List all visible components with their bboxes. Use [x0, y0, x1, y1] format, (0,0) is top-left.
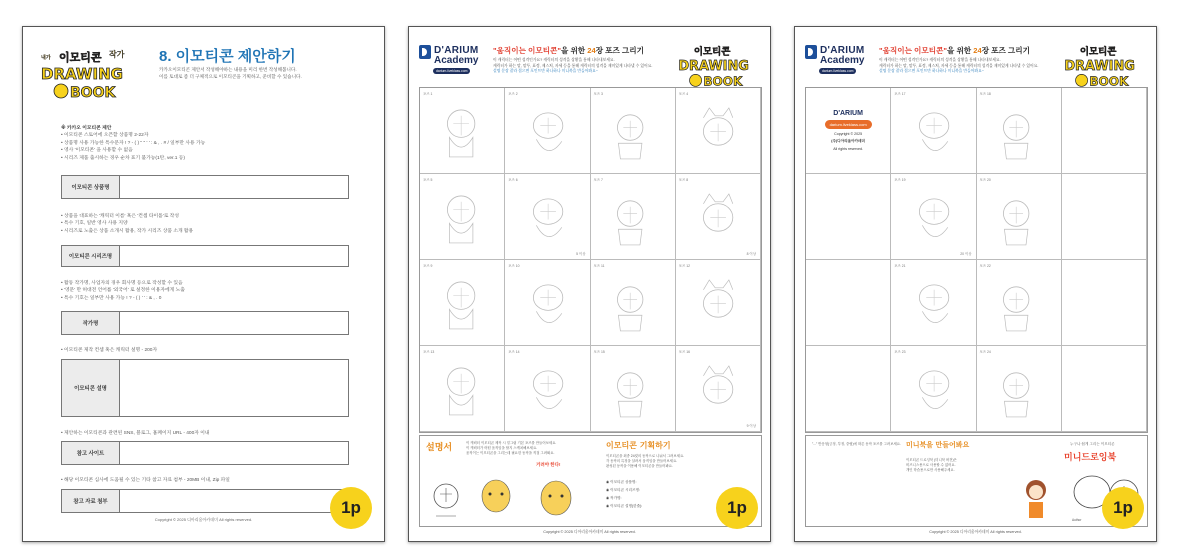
- pose-grid: [805, 87, 1148, 433]
- pose-number: 포즈 24: [979, 350, 991, 354]
- pose-cell: [1062, 174, 1147, 260]
- pose-sketch: [977, 260, 1061, 345]
- pose-number: 포즈 20: [979, 178, 991, 182]
- pose-sketch: [676, 346, 760, 431]
- attachment-label: 참고 자료 첨부: [62, 490, 120, 512]
- pose-cell: [505, 174, 590, 260]
- svg-text:DRAWING: DRAWING: [678, 59, 749, 75]
- author-label: Author: [1072, 518, 1082, 522]
- darium-logo: D'ARIUM Academy darium.liveklass.com: [805, 43, 869, 79]
- page-poses-2: [794, 26, 1157, 542]
- svg-text:DRAWING: DRAWING: [1064, 59, 1135, 75]
- pose-cell: [420, 260, 505, 346]
- bottom-panel: [419, 435, 762, 527]
- pose-number: 포즈 16: [678, 350, 691, 354]
- pose-cell: [977, 346, 1062, 432]
- pose-cell: [676, 346, 761, 432]
- pose-cell: [891, 346, 976, 432]
- brand-info-cell: D'ARIUM darium.liveklass.com Copyright © 2025 (주)디아리움아카데미 All rights reserved.: [806, 88, 891, 174]
- pose-sketch: [891, 88, 975, 173]
- pose-cell: [420, 88, 505, 174]
- page-poses-1: [408, 26, 771, 542]
- bottom-panel: [805, 435, 1148, 527]
- section-product-name: ※ 카카오 이모티콘 제안 • 이모티콘 스토어에 오픈할 상품명 2-22자 • 상품명 사용 가능한 특수문자 ! ? - ( ) " " ' ' : & , . # / 일부만 사용 가능 • 영사 '이모티콘' 을 사용할 수 없음 • 시리즈 제품 출시하는 경우 순차 표기 불가능(1탄, ver.1 등): [61, 126, 206, 161]
- pose-sketch: [676, 174, 760, 259]
- attachment-field[interactable]: [120, 490, 348, 512]
- mini-book-title: 미니드로잉북: [1064, 453, 1117, 463]
- pose-sketch: [891, 174, 975, 259]
- info-url: darium.liveklass.com: [825, 120, 872, 129]
- pose-cell: [1062, 260, 1147, 346]
- pose-cell: [891, 88, 976, 174]
- svg-text:BOOK: BOOK: [1089, 74, 1129, 89]
- pose-number: 포즈 8: [678, 178, 689, 182]
- sample-characters-illustration: [426, 466, 586, 524]
- pose-cell: [591, 346, 676, 432]
- pose-sketch: [420, 174, 504, 259]
- description-row: [61, 359, 349, 417]
- description-field[interactable]: [120, 360, 348, 416]
- pose-number: 포즈 19: [894, 178, 906, 182]
- copyright: Copyright © 2025 디아리움아카데미 All rights reserved.: [543, 530, 636, 534]
- pose-cell: [420, 346, 505, 432]
- plan-text: 이모티콘을 최종 24컷의 동작으로 나눠서 그려보세요. 각 동작의 특징을 살려서 움직임을 만들어보세요. 완성된 동작을 이용해 이모티콘을 만들어봐요.: [606, 454, 685, 469]
- pose-number: 포즈 7: [593, 178, 603, 182]
- info-brand: D'ARIUM: [833, 110, 863, 117]
- guide-text: 이 캐릭터 이모티콘 제작 시 밑그림 기본 포즈를 만들어보세요. 이 캐릭터가 어떤 움직임을 할지 스케치해보세요. 움직이는 이모티콘을 그리는데 필요한 동작을 직접 그려봐요.: [466, 441, 557, 456]
- svg-text:작가: 작가: [109, 50, 125, 59]
- speech-text: 거려야 한다!: [536, 462, 561, 467]
- pose-sketch: [891, 260, 975, 345]
- handwritten-label: 미니북을 만들어봐요: [906, 441, 970, 449]
- pose-sketch: [420, 260, 504, 345]
- page-description: 이 캐릭터는 어떤 성격인가요? 캐릭터의 성격을 상황을 통해 나타내보세요. 캐릭터가 하는 말, 말투, 표정, 제스처, 자세 등을 통해 캐릭터의 성격을 재미있게 나타낼 수 있어요. 설명 문장 잘라 접으면 포인트만 하나하나 미니북을 만들어봐요~: [493, 58, 653, 74]
- pose-cell: [676, 174, 761, 260]
- pose-sketch: [591, 174, 675, 259]
- pose-sketch: [420, 88, 504, 173]
- pose-sketch: [505, 174, 589, 259]
- pose-cell: [505, 88, 590, 174]
- pose-sketch: [420, 346, 504, 431]
- pose-sketch: [977, 174, 1061, 259]
- pose-number: 포즈 1: [423, 92, 433, 96]
- pose-cell: [806, 346, 891, 432]
- pose-cell: [676, 260, 761, 346]
- site-row: [61, 441, 349, 465]
- pose-number: 포즈 3: [593, 92, 603, 96]
- series-name-label: 이모티콘 시리즈명: [62, 246, 120, 266]
- section-attachment: • 해당 이모티콘 심사에 도움될 수 있는 기타 참고 자료 첨부 - 20MB 이내, Zip 파일: [61, 478, 230, 483]
- pose-cell: [806, 174, 891, 260]
- pose-sketch: [891, 346, 975, 431]
- option-4[interactable]: ◉ 이모티콘 설명(한줄):: [606, 504, 643, 508]
- series-name-field[interactable]: [120, 246, 348, 266]
- pose-cell: [891, 174, 976, 260]
- pose-sketch: [977, 88, 1061, 173]
- pose-grid: [419, 87, 762, 433]
- svg-text:내가: 내가: [41, 55, 51, 61]
- option-1[interactable]: ◉ 이모티콘 상품명:: [606, 480, 637, 484]
- pose-number: 포즈 21: [894, 264, 906, 268]
- drawing-book-logo: [1059, 39, 1149, 89]
- product-name-row: [61, 175, 349, 199]
- attachment-row: [61, 489, 349, 513]
- pose-cell: [806, 260, 891, 346]
- girl-illustration: [1016, 474, 1056, 524]
- product-name-field[interactable]: [120, 176, 348, 198]
- pose-sketch: [676, 260, 760, 345]
- page-badge: 1p: [330, 487, 372, 529]
- pose-sketch: [591, 88, 675, 173]
- pose-sketch: [591, 260, 675, 345]
- pose-cell: [591, 174, 676, 260]
- pose-number: 포즈 6: [508, 178, 518, 182]
- drawing-book-logo: [37, 43, 137, 101]
- svg-text:이모티콘: 이모티콘: [59, 51, 102, 64]
- pose-number: 포즈 13: [423, 350, 435, 354]
- pose-sketch: [977, 346, 1061, 431]
- copyright: Copyright © 2025 디아리움아카데미 All rights reserved.: [929, 530, 1022, 534]
- copyright: Copyright © 2025 디아리움아카데미 All rights reserved.: [154, 517, 253, 522]
- pose-sketch: [505, 346, 589, 431]
- section-description: • 이모티콘 제작 컨셉 혹은 캐릭터 설명 - 200자: [61, 348, 158, 353]
- pose-cell: [1062, 88, 1147, 174]
- pose-number: 포즈 4: [678, 92, 689, 96]
- pose-number: 포즈 2: [508, 92, 518, 96]
- svg-text:BOOK: BOOK: [70, 85, 116, 101]
- page-badge: 1p: [716, 487, 758, 529]
- pose-cell: [505, 346, 590, 432]
- pose-number: 포즈 23: [894, 350, 906, 354]
- pose-number: 포즈 18: [979, 92, 991, 96]
- handwritten-label: 설명서: [426, 443, 453, 453]
- page-title: "움직이는 이모티콘"을 위한 24장 포즈 그리기: [879, 46, 1030, 55]
- pose-cell: [1062, 346, 1147, 432]
- pose-cell: [891, 260, 976, 346]
- drawing-book-logo: [673, 39, 763, 89]
- pose-number: 포즈 9: [423, 264, 433, 268]
- author-field[interactable]: [120, 312, 348, 334]
- svg-text:이모티콘: 이모티콘: [693, 46, 731, 58]
- pose-cell: [977, 260, 1062, 346]
- pose-sketch: [505, 260, 589, 345]
- pose-number: 포즈 10: [508, 264, 520, 268]
- notice-text: 이모티콘 드로잉북 (미니북 버전)은 비즈니스용으로 사용할 수 없어요. 개인 학습용으로만 사용해주세요.: [906, 458, 957, 473]
- pose-number: 포즈 22: [979, 264, 991, 268]
- pose-note: 8 이상: [746, 252, 756, 256]
- guide-text: "..." 반응형(긍정, 부정, 중립)에 따른 동작 포즈를 그려보세요.: [812, 442, 901, 446]
- pose-number: 포즈 11: [593, 264, 605, 268]
- page-description: 이 캐릭터는 어떤 성격인가요? 캐릭터의 성격을 상황을 통해 나타내보세요. 캐릭터가 하는 말, 말투, 표정, 제스처, 자세 등을 통해 캐릭터의 성격을 재미있게 나타낼 수 있어요. 설명 문장 잘라 접으면 포인트만 하나하나 미니북을 만들어봐요~: [879, 58, 1039, 74]
- svg-text:DRAWING: DRAWING: [41, 65, 123, 83]
- page-description: 카카오이모티콘 제안서 작성해야하는 내용을 미리 한번 작성해봅니다. 이를 토대로 좀 더 구체적으로 이모티콘을 기획하고, 준비할 수 있습니다.: [159, 67, 302, 79]
- pose-number: 포즈 5: [423, 178, 433, 182]
- section-author: • 활동 작가명, 사업자의 경우 회사명 등으로 작성할 수 있음 • '영문' 만 허대전 언어를 '외국어' 로 설정한 이용자에게 노출 • 특수 기호는 일부만 사용 가능 ! ? - ( ) ' ' : & , . 0: [61, 281, 185, 301]
- option-2[interactable]: ◉ 이모티콘 시리즈명:: [606, 488, 640, 492]
- pose-sketch: [591, 346, 675, 431]
- option-3[interactable]: ◉ 작가명:: [606, 496, 622, 500]
- pose-note: 9 이상: [746, 424, 756, 428]
- series-name-row: [61, 245, 349, 267]
- section-series: • 상품을 대표하는 '캐릭터 이름' 혹은 '컨셉 타이틀'로 작성 • 특수 기호, 일반 영사 사용 지양 • 시리즈로 노출은 상품 소개시 활용, 작가 시리즈 상품 소개 활용: [61, 214, 194, 234]
- pose-cell: [420, 174, 505, 260]
- pose-cell: [591, 88, 676, 174]
- pose-cell: [591, 260, 676, 346]
- pose-note: 5 이상: [576, 252, 586, 256]
- darium-logo: D'ARIUM Academy darium.liveklass.com: [419, 43, 483, 79]
- svg-text:BOOK: BOOK: [703, 74, 743, 89]
- page-badge: 1p: [1102, 487, 1144, 529]
- pose-number: 포즈 15: [593, 350, 605, 354]
- pose-cell: [505, 260, 590, 346]
- product-name-label: 이모티콘 상품명: [62, 176, 120, 198]
- pose-cell: [676, 88, 761, 174]
- darium-mark-icon: [419, 45, 431, 59]
- pose-number: 포즈 12: [678, 264, 691, 268]
- page-title: "움직이는 이모티콘"을 위한 24장 포즈 그리기: [493, 46, 644, 55]
- page-proposal: [22, 26, 385, 542]
- svg-text:이모티콘: 이모티콘: [1079, 46, 1117, 58]
- pose-sketch: [676, 88, 760, 173]
- description-label: 이모티콘 설명: [62, 360, 120, 416]
- darium-mark-icon: [805, 45, 817, 59]
- section-site: • 제안하는 이모티콘과 관련된 SNS, 블로그, 홈페이지 URL - 400자 이내: [61, 431, 210, 436]
- pose-number: 포즈 17: [894, 92, 906, 96]
- author-label: 작가명: [62, 312, 120, 334]
- pose-cell: [977, 88, 1062, 174]
- author-row: [61, 311, 349, 335]
- mini-book-subtitle: 누구나 쉽게 그리는 이모티콘: [1070, 442, 1115, 446]
- pose-number: 포즈 14: [508, 350, 520, 354]
- site-label: 참고 사이트: [62, 442, 120, 464]
- pose-cell: [977, 174, 1062, 260]
- handwritten-title: 이모티콘 기획하기: [606, 441, 671, 450]
- site-field[interactable]: [120, 442, 348, 464]
- page-title: 8. 이모티콘 제안하기: [159, 48, 296, 65]
- pose-sketch: [505, 88, 589, 173]
- pose-note: 20 이상: [960, 252, 972, 256]
